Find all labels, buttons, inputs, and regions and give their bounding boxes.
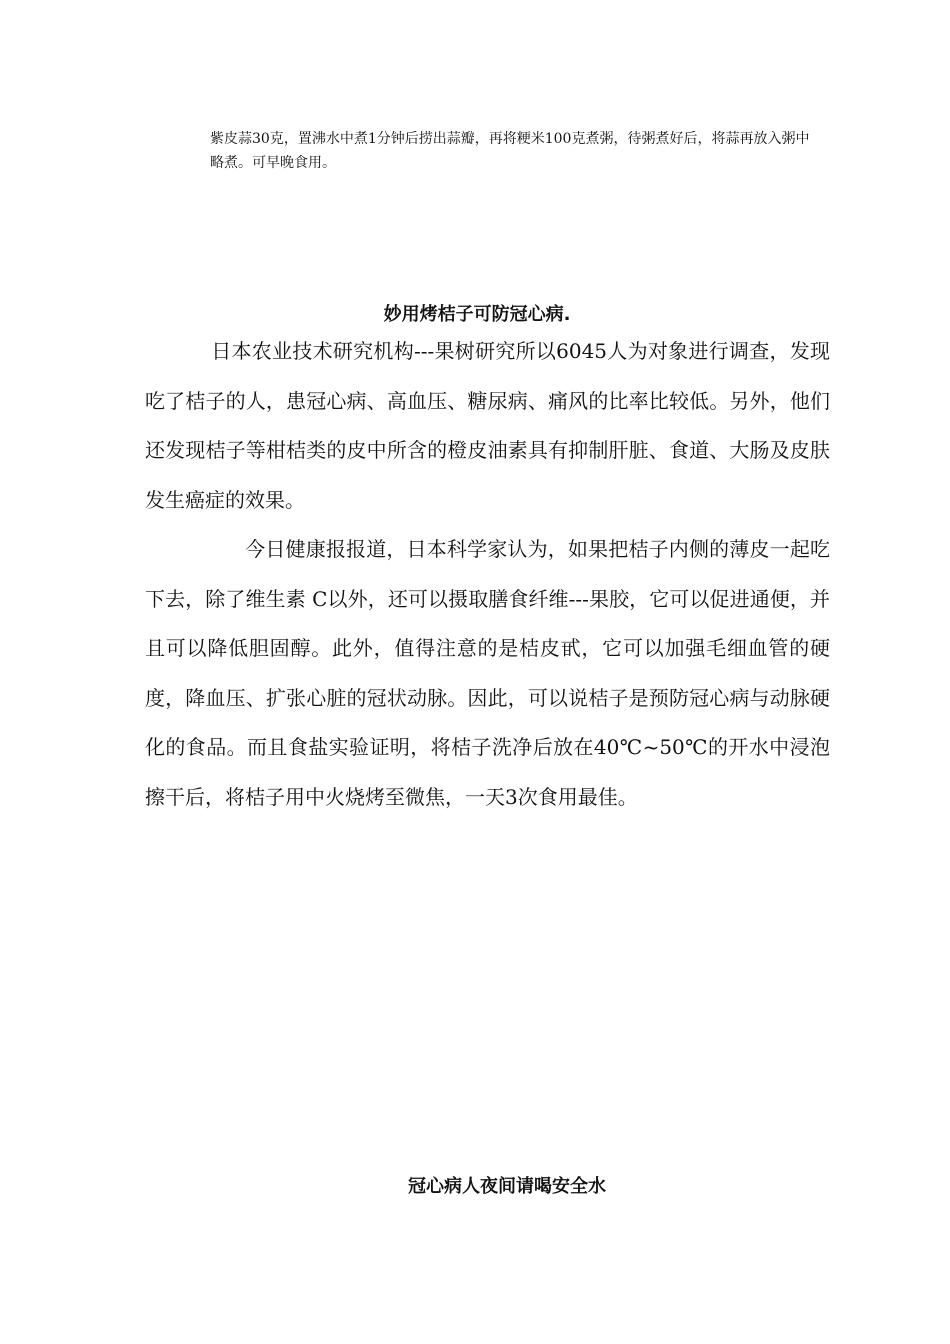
paragraph-health-report [145, 525, 830, 822]
section-title-safe-water: 冠心病人夜间请喝安全水 [408, 1176, 606, 1197]
intro-paragraph: 紫皮蒜30克，置沸水中煮1分钟后捞出蒜瓣，再将粳米100克煮粥，待粥煮好后，将蒜再放入粥中略煮。可早晚食用。 [210, 131, 810, 171]
paragraph-research [145, 327, 830, 525]
section-title-roasted-orange: 妙用烤桔子可防冠心病. [383, 304, 571, 325]
paragraph-health-report-text: 今日健康报报道，日本科学家认为，如果把桔子内侧的薄皮一起吃下去，除了维生素 C以外，还可以摄取膳食纤维---果胶，它可以促进通便，并且可以降低胆固醇。此外，值得注意的是桔皮甙，它可以加强毛细血管的硬度，降血压、扩张心脏的冠状动脉。因此，可以说桔子是预防冠心病与动脉硬化的食品。而且食盐实验证明，将桔子洗净后放在40℃~50℃的开水中浸泡擦干后，将桔子用中火烧烤至微焦，一天3次食用最佳。 [145, 537, 830, 809]
paragraph-research-text: 日本农业技术研究机构---果树研究所以6045人为对象进行调查，发现吃了桔子的人，患冠心病、高血压、糖尿病、痛风的比率比较低。另外，他们还发现桔子等柑桔类的皮中所含的橙皮油素具有抑制肝脏、食道、大肠及皮肤发生癌症的效果。 [145, 339, 830, 512]
